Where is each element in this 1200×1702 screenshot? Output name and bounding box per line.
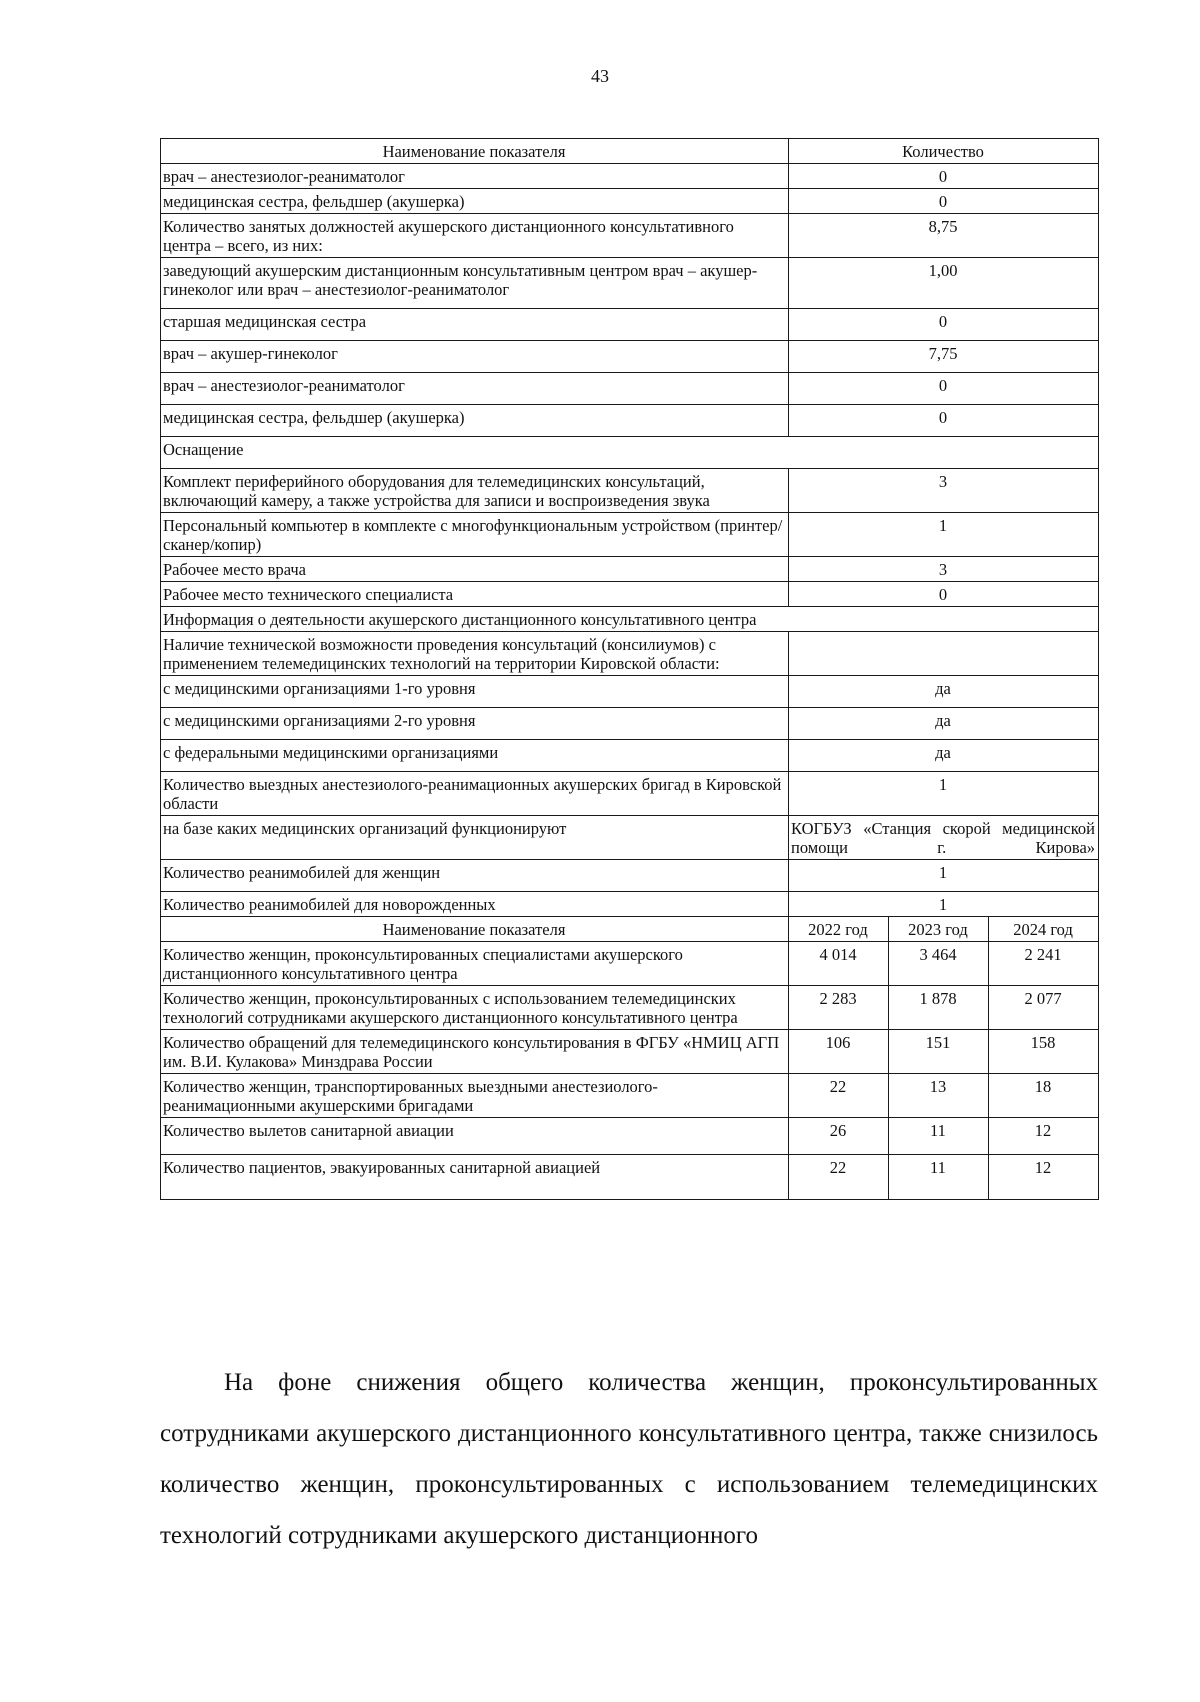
row-label: Персональный компьютер в комплекте с многофункциональным устройством (принтер/сканер/копир) bbox=[161, 513, 789, 557]
header-cell-name: Наименование показателя bbox=[161, 139, 789, 164]
value-2022: 22 bbox=[789, 1155, 889, 1200]
header-cell-2023: 2023 год bbox=[889, 917, 989, 942]
value-2024: 158 bbox=[989, 1030, 1099, 1074]
row-value: да bbox=[789, 740, 1099, 772]
row-label: с медицинскими организациями 2-го уровня bbox=[161, 708, 789, 740]
row-value: 7,75 bbox=[789, 341, 1099, 373]
table-row bbox=[161, 164, 1099, 189]
header-cell-2024: 2024 год bbox=[989, 917, 1099, 942]
row-value: да bbox=[789, 708, 1099, 740]
table-row bbox=[161, 582, 1099, 607]
row-value: 0 bbox=[789, 164, 1099, 189]
row-label: Количество реанимобилей для новорожденных bbox=[161, 892, 789, 917]
header-cell-quantity: Количество bbox=[789, 139, 1099, 164]
table-row bbox=[161, 772, 1099, 816]
value-2023: 1 878 bbox=[889, 986, 989, 1030]
section-row-equipment bbox=[161, 437, 1099, 469]
page-number: 43 bbox=[591, 66, 609, 86]
row-label: с федеральными медицинскими организациями bbox=[161, 740, 789, 772]
value-2024: 18 bbox=[989, 1074, 1099, 1118]
value-2022: 106 bbox=[789, 1030, 889, 1074]
table-row bbox=[161, 986, 1099, 1030]
row-value: да bbox=[789, 676, 1099, 708]
table-row bbox=[161, 860, 1099, 892]
header-cell-2022: 2022 год bbox=[789, 917, 889, 942]
table-row bbox=[161, 816, 1099, 860]
value-2023: 11 bbox=[889, 1155, 989, 1200]
header-cell-name: Наименование показателя bbox=[161, 917, 789, 942]
indicators-table bbox=[160, 138, 1099, 1200]
row-label: Количество реанимобилей для женщин bbox=[161, 860, 789, 892]
row-label: Комплект периферийного оборудования для телемедицинских консультаций, включающий камеру, а также устройства для записи и воспроизведения звука bbox=[161, 469, 789, 513]
row-label: врач – акушер-гинеколог bbox=[161, 341, 789, 373]
table-row bbox=[161, 405, 1099, 437]
value-2023: 13 bbox=[889, 1074, 989, 1118]
row-label: Количество занятых должностей акушерского дистанционного консультативного центра – всего, из них: bbox=[161, 214, 789, 258]
table-row bbox=[161, 1030, 1099, 1074]
value-2023: 11 bbox=[889, 1118, 989, 1155]
table-row bbox=[161, 632, 1099, 676]
table-row bbox=[161, 373, 1099, 405]
value-2022: 26 bbox=[789, 1118, 889, 1155]
row-value: 0 bbox=[789, 189, 1099, 214]
row-value-organization: КОГБУЗ «Станция скорой медицинской помощи г. Кирова» bbox=[789, 816, 1099, 860]
table-row bbox=[161, 708, 1099, 740]
table-row bbox=[161, 892, 1099, 917]
row-label: Наличие технической возможности проведения консультаций (консилиумов) с применением телемедицинских технологий на территории Кировской области: bbox=[161, 632, 789, 676]
table-header-row bbox=[161, 139, 1099, 164]
row-value: 0 bbox=[789, 309, 1099, 341]
table-row bbox=[161, 557, 1099, 582]
table-row bbox=[161, 740, 1099, 772]
row-label: Количество женщин, транспортированных выездными анестезиолого-реанимационными акушерскими бригадами bbox=[161, 1074, 789, 1118]
row-value: 1,00 bbox=[789, 258, 1099, 309]
row-label: Рабочее место технического специалиста bbox=[161, 582, 789, 607]
body-paragraph: На фоне снижения общего количества женщин, проконсультированных сотрудниками акушерского дистанционного консультативного центра, также снизилось количество женщин, проконсультированных с использованием телемедицинских технологий сотрудниками акушерского дистанционного bbox=[160, 1369, 1098, 1549]
table-row bbox=[161, 258, 1099, 309]
row-label: Количество пациентов, эвакуированных санитарной авиацией bbox=[161, 1155, 789, 1200]
row-value: 0 bbox=[789, 582, 1099, 607]
row-label: врач – анестезиолог-реаниматолог bbox=[161, 164, 789, 189]
value-2023: 3 464 bbox=[889, 942, 989, 986]
row-value: 3 bbox=[789, 557, 1099, 582]
table-header-row-years bbox=[161, 917, 1099, 942]
value-2023: 151 bbox=[889, 1030, 989, 1074]
table-row bbox=[161, 189, 1099, 214]
row-label: Количество женщин, проконсультированных с использованием телемедицинских технологий сотрудниками акушерского дистанционного консультативного центра bbox=[161, 986, 789, 1030]
value-2024: 12 bbox=[989, 1155, 1099, 1200]
row-value bbox=[789, 632, 1099, 676]
table-row bbox=[161, 341, 1099, 373]
table-row bbox=[161, 1074, 1099, 1118]
section-row-info bbox=[161, 607, 1099, 632]
table-row bbox=[161, 942, 1099, 986]
row-label: медицинская сестра, фельдшер (акушерка) bbox=[161, 405, 789, 437]
row-value: 1 bbox=[789, 860, 1099, 892]
section-title: Оснащение bbox=[161, 437, 1099, 469]
section-title: Информация о деятельности акушерского дистанционного консультативного центра bbox=[161, 607, 1099, 632]
row-value: 1 bbox=[789, 892, 1099, 917]
row-label: с медицинскими организациями 1-го уровня bbox=[161, 676, 789, 708]
row-label: Количество обращений для телемедицинского консультирования в ФГБУ «НМИЦ АГП им. В.И. Кулакова» Минздрава России bbox=[161, 1030, 789, 1074]
value-2024: 2 077 bbox=[989, 986, 1099, 1030]
table-row bbox=[161, 1155, 1099, 1200]
row-value: 0 bbox=[789, 373, 1099, 405]
table-row bbox=[161, 1118, 1099, 1155]
row-label: врач – анестезиолог-реаниматолог bbox=[161, 373, 789, 405]
value-2022: 22 bbox=[789, 1074, 889, 1118]
row-label: Количество женщин, проконсультированных специалистами акушерского дистанционного консультативного центра bbox=[161, 942, 789, 986]
row-label: Рабочее место врача bbox=[161, 557, 789, 582]
row-label: медицинская сестра, фельдшер (акушерка) bbox=[161, 189, 789, 214]
row-value: 1 bbox=[789, 772, 1099, 816]
table-row bbox=[161, 513, 1099, 557]
table-row bbox=[161, 214, 1099, 258]
table-row bbox=[161, 469, 1099, 513]
row-label: на базе каких медицинских организаций функционируют bbox=[161, 816, 789, 860]
row-value: 8,75 bbox=[789, 214, 1099, 258]
row-label: заведующий акушерским дистанционным консультативным центром врач – акушер-гинеколог или врач – анестезиолог-реаниматолог bbox=[161, 258, 789, 309]
row-value: 1 bbox=[789, 513, 1099, 557]
value-2024: 12 bbox=[989, 1118, 1099, 1155]
row-label: Количество вылетов санитарной авиации bbox=[161, 1118, 789, 1155]
row-value: 3 bbox=[789, 469, 1099, 513]
table-row bbox=[161, 309, 1099, 341]
value-2022: 4 014 bbox=[789, 942, 889, 986]
value-2024: 2 241 bbox=[989, 942, 1099, 986]
row-label: Количество выездных анестезиолого-реанимационных акушерских бригад в Кировской области bbox=[161, 772, 789, 816]
row-value: 0 bbox=[789, 405, 1099, 437]
value-2022: 2 283 bbox=[789, 986, 889, 1030]
table-row bbox=[161, 676, 1099, 708]
row-label: старшая медицинская сестра bbox=[161, 309, 789, 341]
